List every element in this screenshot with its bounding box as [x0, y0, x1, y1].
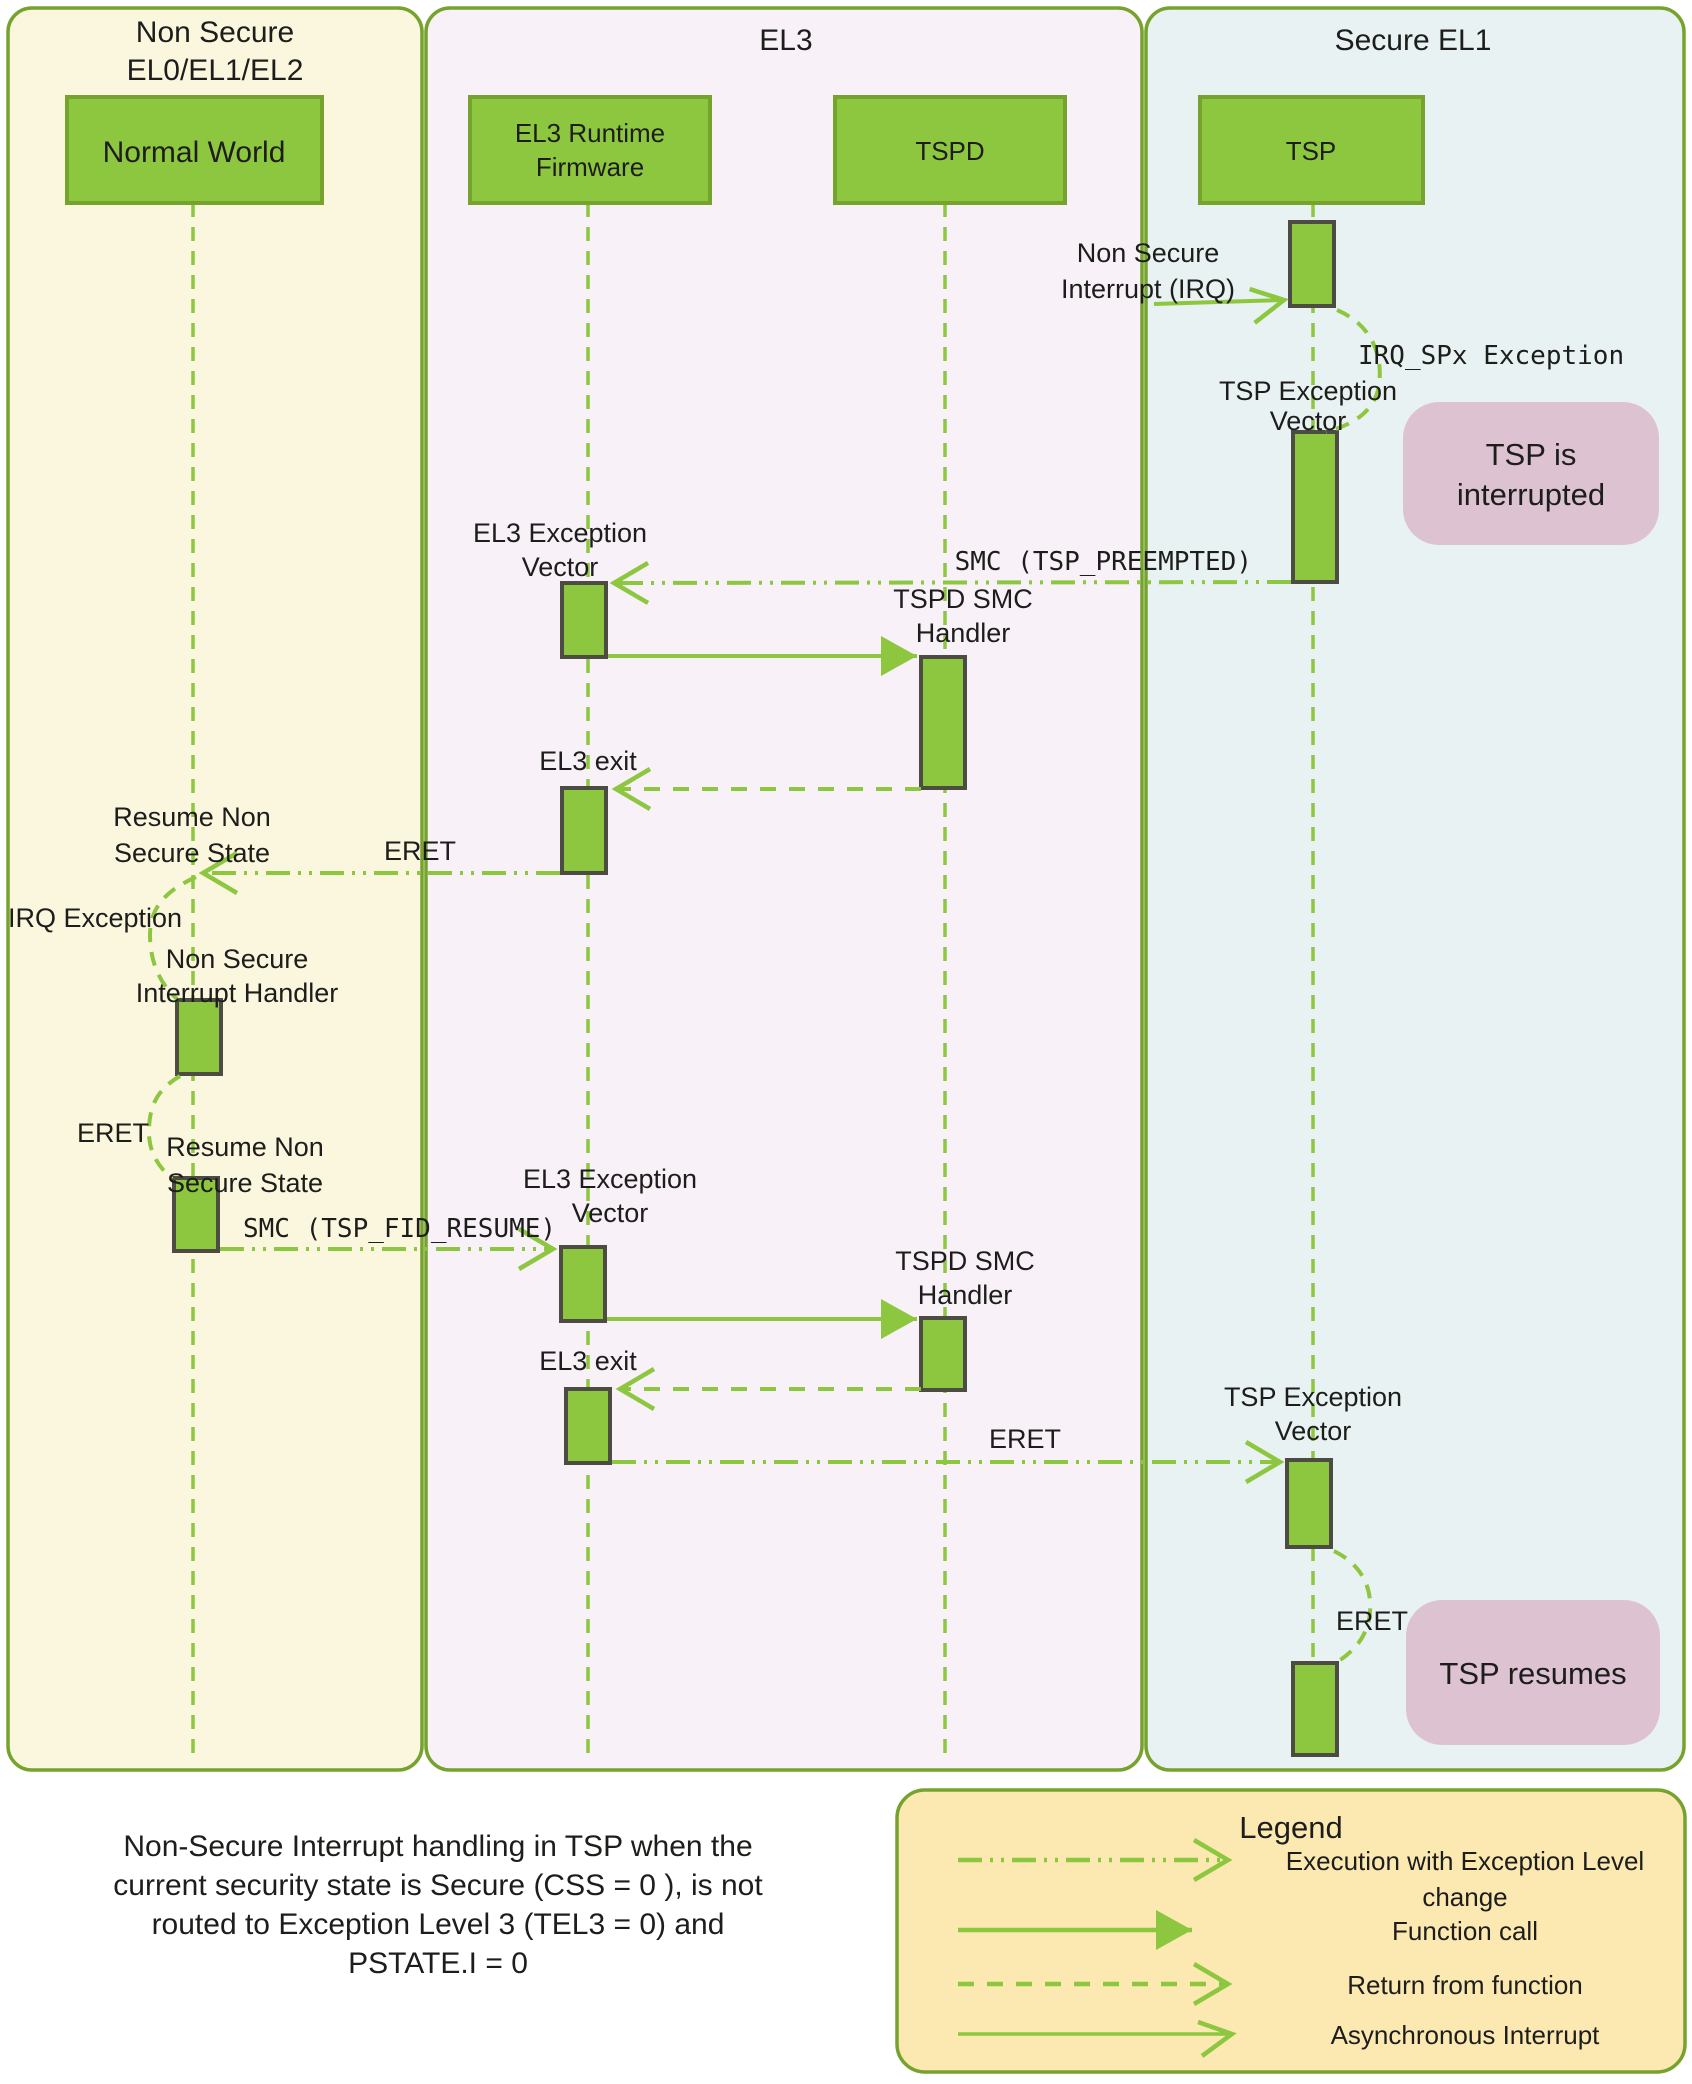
legend-label-asynchronous-interrupt: Asynchronous Interrupt: [1330, 2020, 1600, 2050]
caption-line1: Non-Secure Interrupt handling in TSP when the: [123, 1830, 753, 1863]
label-resume-ns-1-line1: Resume Non: [113, 802, 271, 832]
note-tsp-is-interrupted-line1: TSP is: [1485, 437, 1577, 472]
caption-line3: routed to Exception Level 3 (TEL3 = 0) and: [151, 1908, 725, 1941]
swimlane-panels: [8, 8, 1684, 1770]
label-ns-interrupt-handler-line2: Interrupt Handler: [135, 978, 339, 1008]
label-el3-exception-vector-2-line1: EL3 Exception: [522, 1164, 698, 1194]
label-el3-exception-vector-1-line1: EL3 Exception: [472, 518, 648, 548]
activation-el3-exception-vector-2: [561, 1247, 605, 1321]
panel-title-el3: EL3: [759, 24, 813, 57]
label-ns-interrupt-line1: Non Secure: [1076, 238, 1220, 268]
activation-ns-interrupt-handler: [177, 1000, 221, 1074]
label-resume-ns-2-line2: Secure State: [166, 1168, 324, 1198]
activation-tsp-interrupted: [1290, 222, 1334, 306]
note-tsp-is-interrupted: [1403, 402, 1659, 545]
label-resume-ns-2-line1: Resume Non: [166, 1132, 324, 1162]
activation-tsp-exception-vector: [1293, 432, 1337, 582]
note-tsp-resumes-text: TSP resumes: [1439, 1656, 1627, 1691]
label-el3-exit-2: EL3 exit: [539, 1346, 637, 1376]
panel-el3: [426, 8, 1142, 1770]
label-smc-tsp-preempted: SMC (TSP_PREEMPTED): [954, 547, 1252, 577]
label-el3-exception-vector-1-line2: Vector: [521, 552, 599, 582]
panel-secure-el1: [1146, 8, 1684, 1770]
label-eret-1: ERET: [383, 836, 457, 866]
activation-el3-exit-2: [566, 1389, 610, 1463]
label-irq-spx-exception: IRQ_SPx Exception: [1358, 341, 1625, 371]
activation-tsp-exception-vector-2: [1287, 1460, 1331, 1547]
legend-label-execution-with-el-change-line1: Execution with Exception Level: [1285, 1846, 1645, 1876]
activation-tsp-resumed: [1293, 1663, 1337, 1755]
activation-tspd-smc-handler-2: [921, 1318, 965, 1390]
caption-line2: current security state is Secure (CSS = 0 ), is not: [113, 1869, 763, 1902]
label-eret-4: ERET: [1335, 1606, 1409, 1636]
label-el3-exit-1: EL3 exit: [539, 746, 637, 776]
legend: [897, 1790, 1685, 2072]
panel-non-secure: [8, 8, 422, 1770]
label-tspd-smc-handler-2-line2: Handler: [917, 1280, 1013, 1310]
label-ns-interrupt-line2: Interrupt (IRQ): [1060, 274, 1236, 304]
caption: [113, 1830, 763, 1980]
label-el3-exception-vector-2-line2: Vector: [571, 1198, 649, 1228]
note-tsp-is-interrupted-line2: interrupted: [1456, 477, 1606, 512]
label-tsp-exception-vector-1-line1: TSP Exception: [1218, 376, 1398, 406]
label-tsp-exception-vector-2-line1: TSP Exception: [1223, 1382, 1403, 1412]
legend-title: Legend: [1239, 1810, 1343, 1845]
actor-label-tspd: TSPD: [915, 136, 985, 166]
panel-title-non-secure-line2: EL0/EL1/EL2: [126, 54, 304, 87]
activation-el3-exit-1: [562, 788, 606, 873]
label-eret-3: ERET: [988, 1424, 1062, 1454]
label-tspd-smc-handler-1-line1: TSPD SMC: [893, 584, 1033, 614]
actor-label-el3-runtime-firmware-line2: Firmware: [535, 152, 645, 182]
label-smc-tsp-fid-resume: SMC (TSP_FID_RESUME): [243, 1214, 557, 1244]
label-irq-exception: IRQ Exception: [7, 903, 183, 933]
legend-label-function-call: Function call: [1392, 1916, 1538, 1946]
actor-label-tsp: TSP: [1285, 136, 1337, 166]
activation-tspd-smc-handler-1: [921, 657, 965, 788]
label-tsp-exception-vector-1-line2: Vector: [1269, 406, 1347, 436]
label-tspd-smc-handler-2-line1: TSPD SMC: [895, 1246, 1035, 1276]
actor-label-el3-runtime-firmware-line1: EL3 Runtime: [514, 118, 666, 148]
actor-box-el3-runtime-firmware: [470, 97, 710, 203]
label-tspd-smc-handler-1-line2: Handler: [915, 618, 1011, 648]
label-eret-2: ERET: [76, 1118, 150, 1148]
panel-title-secure-el1: Secure EL1: [1334, 24, 1492, 57]
caption-line4: PSTATE.I = 0: [348, 1947, 528, 1980]
actor-label-normal-world: Normal World: [102, 136, 286, 169]
label-ns-interrupt-handler-line1: Non Secure: [165, 944, 309, 974]
label-resume-ns-1-line2: Secure State: [113, 838, 271, 868]
legend-label-return-from-function: Return from function: [1347, 1970, 1583, 2000]
legend-label-execution-with-el-change-line2: change: [1422, 1882, 1508, 1912]
panel-title-non-secure-line1: Non Secure: [135, 16, 295, 49]
activation-el3-exception-vector-1: [562, 583, 606, 657]
label-tsp-exception-vector-2-line2: Vector: [1274, 1416, 1352, 1446]
